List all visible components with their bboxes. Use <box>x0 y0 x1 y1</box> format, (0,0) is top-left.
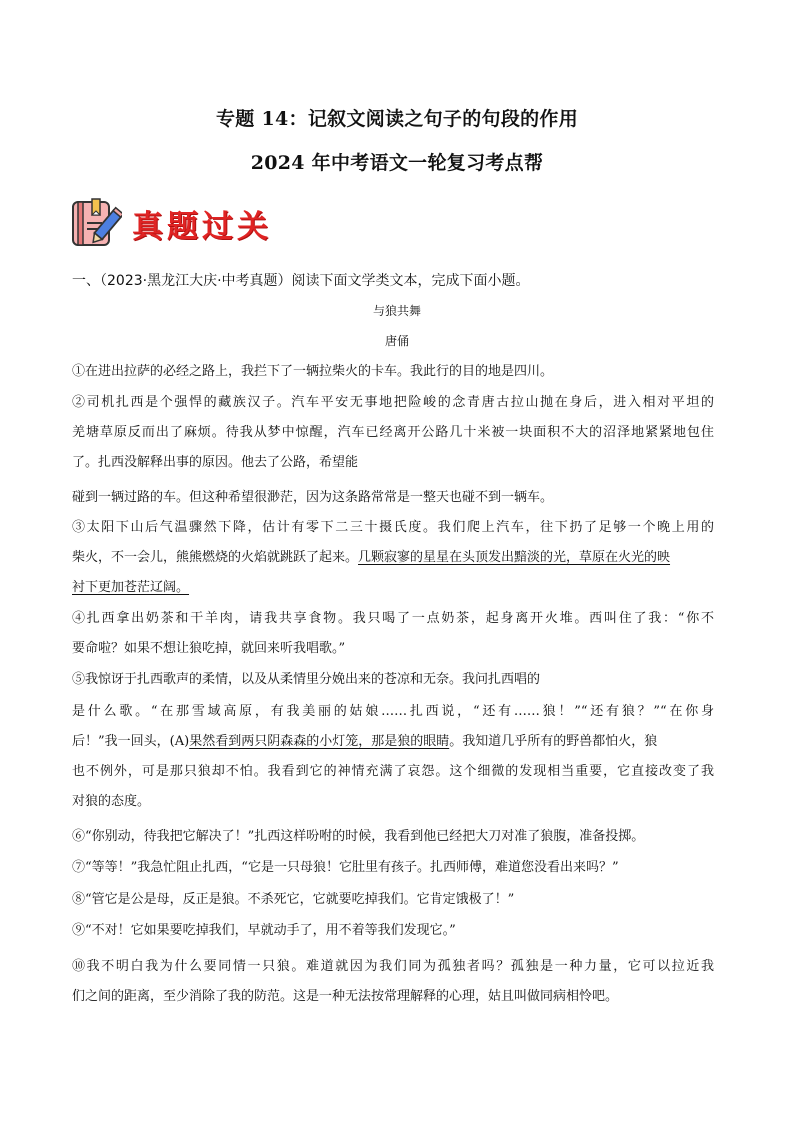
text-segment: 柴火，不一会儿，熊熊燃烧的火焰就跳跃了起来。 <box>72 550 359 565</box>
underlined-sentence: 衬下更加苍茫辽阔。 <box>72 580 190 595</box>
question-header <box>72 270 530 290</box>
section-badge <box>70 197 272 249</box>
text-line: ⑤我惊讶于扎西歌声的柔情，以及从柔情里分娩出来的苍凉和无奈。我问扎西唱的 <box>72 672 541 687</box>
text-line: ①在进出拉萨的必经之路上，我拦下了一辆拉柴火的卡车。我此行的目的地是四川。 <box>72 364 554 379</box>
question-instruction: 阅读下面文学类文本，完成下面小题。 <box>291 273 530 289</box>
document-title: 专题 14：记叙文阅读之句子的句段的作用 <box>215 108 579 130</box>
text-line: 对狼的态度。 <box>72 794 151 809</box>
text-line: ⑦“等等！”我急忙阻止扎西，“它是一只母狼！它肚里有孩子。扎西师傅，难道您没看出来吗？” <box>72 860 619 875</box>
text-line: ⑩我不明白我为什么要同情一只狼。难道就因为我们同为孤独者吗？孤独是一种力量，它可以拉近我 <box>72 959 714 974</box>
text-segment: 。我知道几乎所有的野兽都怕火，狼 <box>449 734 658 749</box>
underlined-sentence-a: 果然看到两只阴森森的小灯笼，那是狼的眼睛 <box>189 734 450 749</box>
text-segment: 后！”我一回头，(A) <box>72 734 190 749</box>
text-line <box>72 573 189 603</box>
text-line <box>72 727 657 757</box>
text-line: ③太阳下山后气温骤然下降，估计有零下二三十摄氏度。我们爬上汽车，往下扔了足够一个晚上用的 <box>72 520 714 535</box>
question-source: （2023·黑龙江大庆·中考真题） <box>100 273 292 289</box>
text-line: ④扎西拿出奶茶和干羊肉，请我共享食物。我只喝了一点奶茶，起身离开火堆。西叫住了我：“你不 <box>72 611 714 626</box>
text-line: 羌塘草原反而出了麻烦。待我从梦中惊醒，汽车已经离开公路几十米被一块面积不大的沼泽地紧紧地包住 <box>72 425 714 440</box>
text-line: 了。扎西没解释出事的原因。他去了公路，希望能 <box>72 455 359 470</box>
text-line <box>72 543 670 573</box>
text-line: 们之间的距离，至少消除了我的防范。这是一种无法按常理解释的心理，姑且叫做同病相怜吧。 <box>72 989 619 1004</box>
book-pencil-icon <box>70 197 122 249</box>
text-line: 碰到一辆过路的车。但这种希望很渺茫，因为这条路常常是一整天也碰不到一辆车。 <box>72 490 554 505</box>
question-number: 一、 <box>72 273 100 289</box>
text-line: ②司机扎西是个强悍的藏族汉子。汽车平安无事地把险峻的念青唐古拉山抛在身后，进入相对平坦的 <box>72 395 714 410</box>
story-author: 唐俑 <box>384 334 409 348</box>
text-line: 也不例外，可是那只狼却不怕。我看到它的神情充满了哀怨。这个细微的发现相当重要，它直接改变了我 <box>72 764 714 779</box>
story-title: 与狼共舞 <box>372 304 421 318</box>
text-line: 是什么歌。“在那雪域高原，有我美丽的姑娘……扎西说，“还有……狼！”“还有狼？”“在你身 <box>72 704 714 719</box>
text-line: ⑧“管它是公是母，反正是狼。不杀死它，它就要吃掉我们。它肯定饿极了！” <box>72 892 515 907</box>
text-line: ⑨“不对！它如果要吃掉我们，早就动手了，用不着等我们发现它。” <box>72 923 456 938</box>
document-subtitle: 2024 年中考语文一轮复习考点帮 <box>250 152 544 174</box>
text-line: ⑥“你别动，待我把它解决了！”扎西这样吩咐的时候，我看到他已经把大刀对准了狼腹，准备投掷。 <box>72 829 645 844</box>
text-line: 要命啦？如果不想让狼吃掉，就回来听我唱歌。” <box>72 641 346 656</box>
badge-label: 真题过关 <box>132 208 272 245</box>
underlined-sentence: 几颗寂寥的星星在头顶发出黯淡的光，草原在火光的映 <box>358 550 671 565</box>
